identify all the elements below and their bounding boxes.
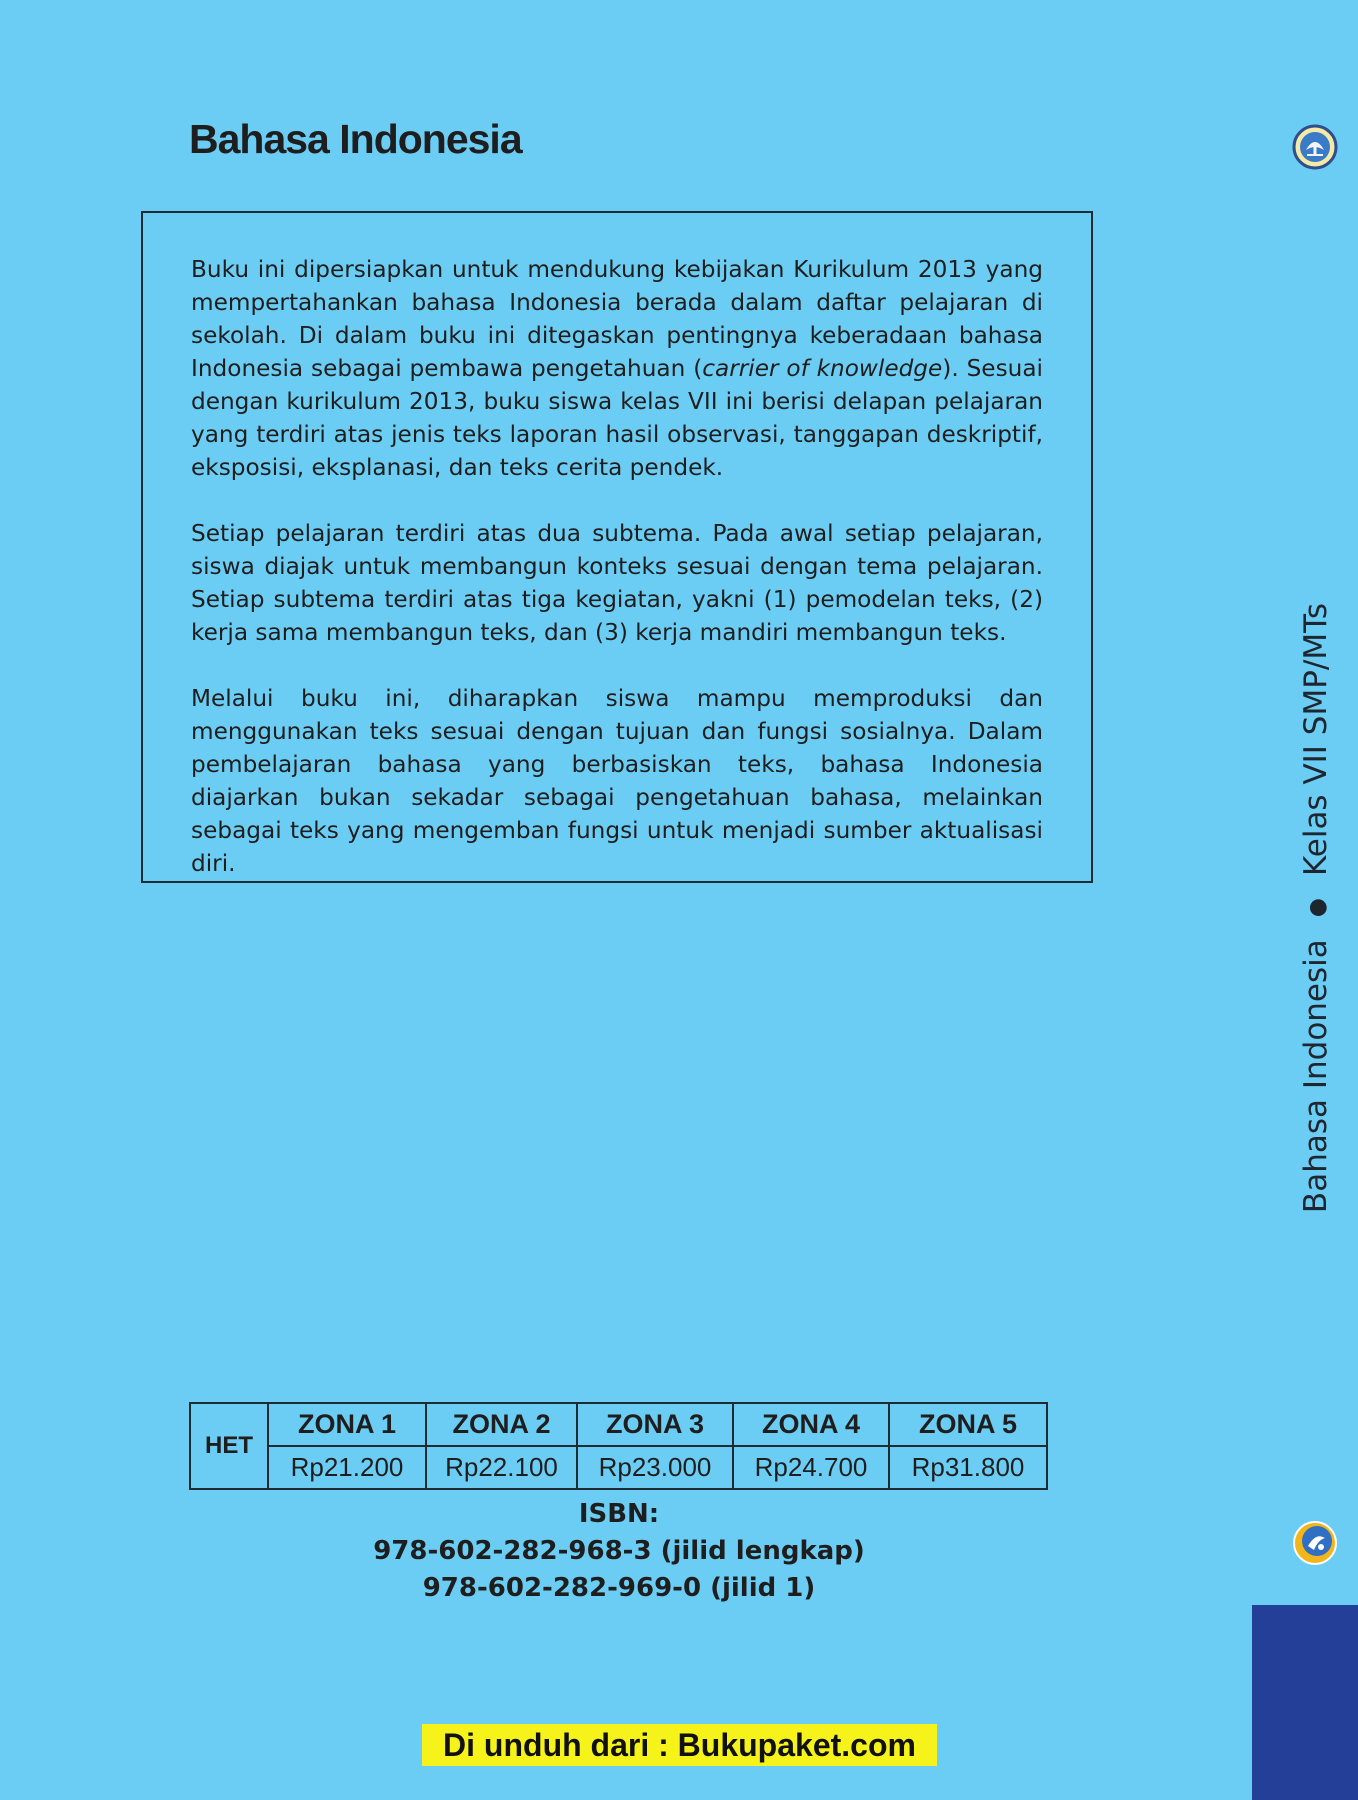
spine-grade: Kelas VII SMP/MTs (1298, 602, 1334, 877)
p1-italic-term: carrier of knowledge (702, 355, 943, 382)
description-paragraph-1 (191, 253, 1043, 484)
isbn-label: ISBN: (578, 1499, 660, 1529)
zone-5-price: Rp31.800 (889, 1446, 1047, 1489)
isbn-volume-1: 978-602-282-969-0 (jilid 1) (422, 1573, 816, 1603)
zone-2-header: ZONA 2 (426, 1403, 577, 1446)
p1-text-after: ). Sesuai dengan kurikulum 2013, buku siswa kelas VII ini berisi delapan pelajaran yang terdiri atas jenis teks laporan hasil observasi, tanggapan deskriptif, eksposisi, eksplanasi, dan teks cerita pendek. (191, 355, 1043, 481)
spine-subject: Bahasa Indonesia (1298, 939, 1334, 1214)
price-row (190, 1446, 1047, 1489)
zone-3-price: Rp23.000 (577, 1446, 733, 1489)
description-box (141, 211, 1093, 883)
publisher-logo-icon (1292, 1520, 1338, 1566)
isbn-complete-set: 978-602-282-968-3 (jilid lengkap) (373, 1536, 865, 1566)
zone-5-header: ZONA 5 (889, 1403, 1047, 1446)
description-paragraph-3: Melalui buku ini, diharapkan siswa mampu memproduksi dan menggunakan teks sesuai dengan tujuan dan fungsi sosialnya. Dalam pembelajaran bahasa yang berbasiskan teks, bahasa Indonesia diajarkan bukan sekadar sebagai pengetahuan bahasa, melainkan sebagai teks yang mengemban fungsi untuk menjadi sumber aktualisasi diri. (191, 685, 1043, 877)
spine-color-block (1252, 1605, 1358, 1800)
tut-wuri-handayani-emblem-icon (1292, 124, 1338, 170)
zone-4-price: Rp24.700 (733, 1446, 889, 1489)
book-title: Bahasa Indonesia (189, 116, 522, 162)
het-price-table (189, 1402, 1048, 1490)
zone-header-row (190, 1403, 1047, 1446)
spine-text (1298, 603, 1334, 1213)
zone-2-price: Rp22.100 (426, 1446, 577, 1489)
p1-text-before: Buku ini dipersiapkan untuk mendukung kebijakan Kurikulum 2013 yang mempertahankan bahasa Indonesia berada dalam daftar pelajaran di sekolah. Di dalam buku ini ditegaskan pentingnya keberadaan bahasa Indonesia sebagai pembawa pengetahuan ( (191, 256, 1043, 382)
zone-3-header: ZONA 3 (577, 1403, 733, 1446)
description-paragraph-2: Setiap pelajaran terdiri atas dua subtema. Pada awal setiap pelajaran, siswa diajak untuk membangun konteks sesuai dengan tema pelajaran. Setiap subtema terdiri atas tiga kegiatan, yakni (1) pemodelan teks, (2) kerja sama membangun teks, dan (3) kerja mandiri membangun teks. (191, 520, 1043, 646)
zone-1-price: Rp21.200 (268, 1446, 426, 1489)
het-label: HET (190, 1403, 268, 1489)
zone-4-header: ZONA 4 (733, 1403, 889, 1446)
download-source-banner: Di unduh dari : Bukupaket.com (422, 1724, 937, 1766)
spine-bullet-icon: ● (1305, 898, 1330, 918)
zone-1-header: ZONA 1 (268, 1403, 426, 1446)
isbn-block (189, 1496, 1049, 1607)
